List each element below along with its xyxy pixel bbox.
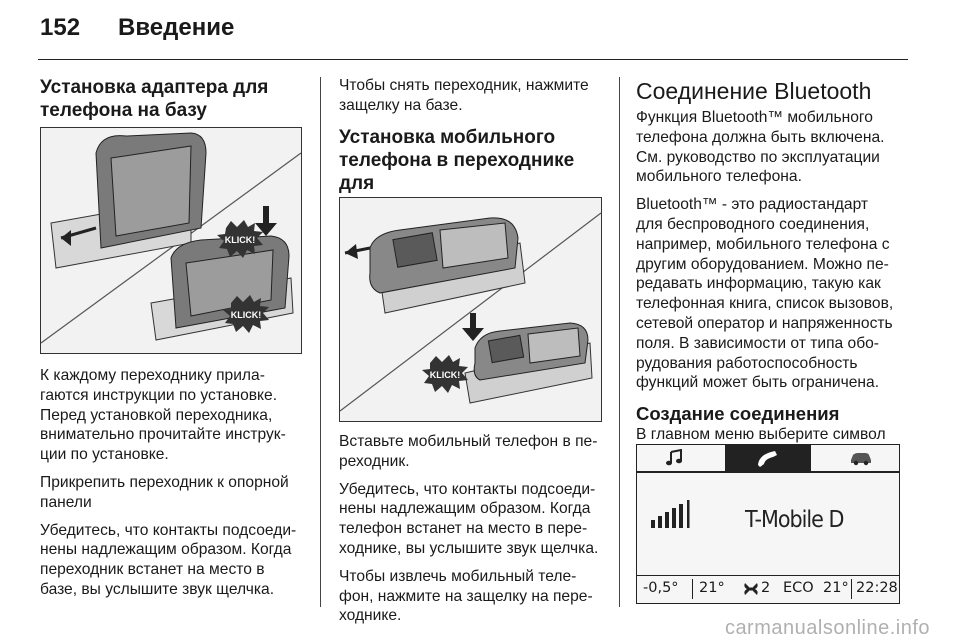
text-line: мобильного телефона. — [636, 168, 802, 186]
text-line: базе, вы услышите звук щелчка. — [40, 580, 275, 598]
paragraph — [339, 480, 614, 559]
left-heading — [40, 76, 305, 122]
middle-body — [339, 432, 614, 626]
paragraph — [40, 366, 310, 465]
tab-vehicle[interactable] — [823, 445, 899, 471]
text-line: для беспроводного соединения, — [636, 215, 870, 233]
text-line: например, мобильного телефона с — [636, 235, 890, 253]
display-tab-bar — [637, 445, 899, 473]
click-badge — [422, 355, 468, 393]
text-line: нены надлежащим образом. Когда — [40, 541, 292, 559]
text-line: ходнике, вы услышите звук щелчка. — [339, 539, 599, 557]
text-line: реходник. — [339, 452, 410, 470]
text-line: Убедитесь, что контакты подсоеди- — [339, 480, 596, 498]
paragraph — [339, 567, 614, 626]
click-label: KLICK! — [429, 370, 461, 380]
column-divider-left — [320, 77, 321, 607]
phone-figure — [339, 197, 602, 422]
text-line: Перед установкой переходника, — [40, 406, 273, 424]
text-line: внимательно прочитайте инструк- — [40, 426, 286, 444]
fan-icon — [742, 581, 760, 597]
adapter-figure — [40, 127, 302, 354]
heading-line: телефона на базу — [40, 100, 207, 121]
text-line: Чтобы извлечь мобильный теле- — [339, 567, 577, 585]
status-bar — [637, 575, 899, 603]
text-line: телефон встанет на место в пере- — [339, 520, 588, 538]
text-line: телефонная книга, список вызовов, — [636, 295, 894, 313]
infotainment-display — [636, 444, 900, 604]
text-line: Bluetooth™ - это радиостандарт — [636, 196, 869, 214]
text-line: функций может быть ограничена. — [636, 374, 880, 392]
text-line: переходник встанет на место в — [40, 561, 265, 579]
temperature-right: 21° — [823, 580, 849, 596]
header-rule — [38, 59, 908, 60]
paragraph — [40, 521, 310, 600]
outside-temperature: -0,5° — [643, 580, 679, 596]
text-line: защелку на базе. — [339, 96, 463, 114]
temperature-left: 21° — [699, 580, 725, 596]
right-column — [636, 76, 926, 465]
watermark: carmanualsonline.info — [724, 617, 930, 639]
phone-icon — [755, 448, 781, 468]
text-line: сетевой оператор и напряженность — [636, 314, 893, 332]
text-line: фон, нажмите на защелку на пере- — [339, 587, 593, 605]
text-line: гаются инструкции по установке. — [40, 386, 278, 404]
text-line: Функция Bluetooth™ мобильного — [636, 109, 873, 126]
text-line: другим оборудованием. Можно пе- — [636, 255, 889, 273]
status-divider — [851, 579, 852, 599]
paragraph — [636, 195, 926, 393]
text-line: ходнике. — [339, 607, 402, 625]
bluetooth-title: Соединение Bluetooth — [636, 78, 872, 104]
text-line: Прикрепить переходник к опорной — [40, 473, 289, 491]
heading-line: Установка мобильного — [339, 126, 556, 148]
column-divider-right — [619, 77, 620, 607]
page-number: 152 — [40, 14, 81, 41]
tab-audio[interactable] — [637, 445, 712, 471]
text-line: Вставьте мобильный телефон в пе- — [339, 433, 598, 450]
text-line: Чтобы снять переходник, нажмите — [339, 77, 589, 94]
paragraph — [339, 432, 614, 472]
text-line: нены надлежащим образом. Когда — [339, 500, 591, 518]
click-label: KLICK! — [230, 310, 262, 320]
heading-line: Установка адаптера для — [40, 77, 269, 98]
fan-level: 2 — [761, 580, 771, 596]
music-note-icon — [665, 449, 685, 467]
text-line: ции по установке. — [40, 446, 169, 464]
text-line: В главном меню выберите символ — [636, 426, 886, 444]
text-line: редавать информацию, такую как — [636, 275, 881, 293]
text-line: телефона должна быть включена. — [636, 128, 885, 146]
network-operator: T-Mobile D — [745, 507, 844, 533]
car-icon — [848, 450, 874, 466]
left-body — [40, 366, 310, 600]
signal-strength-icon — [651, 500, 695, 528]
connection-subheading: Создание соединения — [636, 403, 840, 425]
clock: 22:28 — [856, 580, 898, 596]
phone-illustration-top — [345, 218, 525, 313]
paragraph — [339, 76, 609, 116]
text-line: Убедитесь, что контакты подсоеди- — [40, 521, 297, 539]
text-line: поля. В зависимости от типа обо- — [636, 334, 879, 352]
text-line: панели — [40, 493, 92, 511]
text-line: К каждому переходнику прила- — [40, 367, 265, 384]
tab-phone[interactable] — [725, 445, 811, 471]
section-title: Введение — [118, 14, 235, 41]
heading-line: телефона в переходнике для — [339, 149, 575, 194]
phone-illustration-bottom — [462, 313, 592, 403]
paragraph — [40, 473, 310, 513]
text-line: См. руководство по эксплуатации — [636, 148, 880, 166]
eco-mode: ECO — [783, 580, 814, 596]
status-divider — [692, 579, 693, 599]
paragraph — [636, 108, 926, 187]
click-label: KLICK! — [224, 235, 256, 245]
left-column — [40, 76, 305, 122]
text-line: рудования работоспособность — [636, 354, 858, 372]
